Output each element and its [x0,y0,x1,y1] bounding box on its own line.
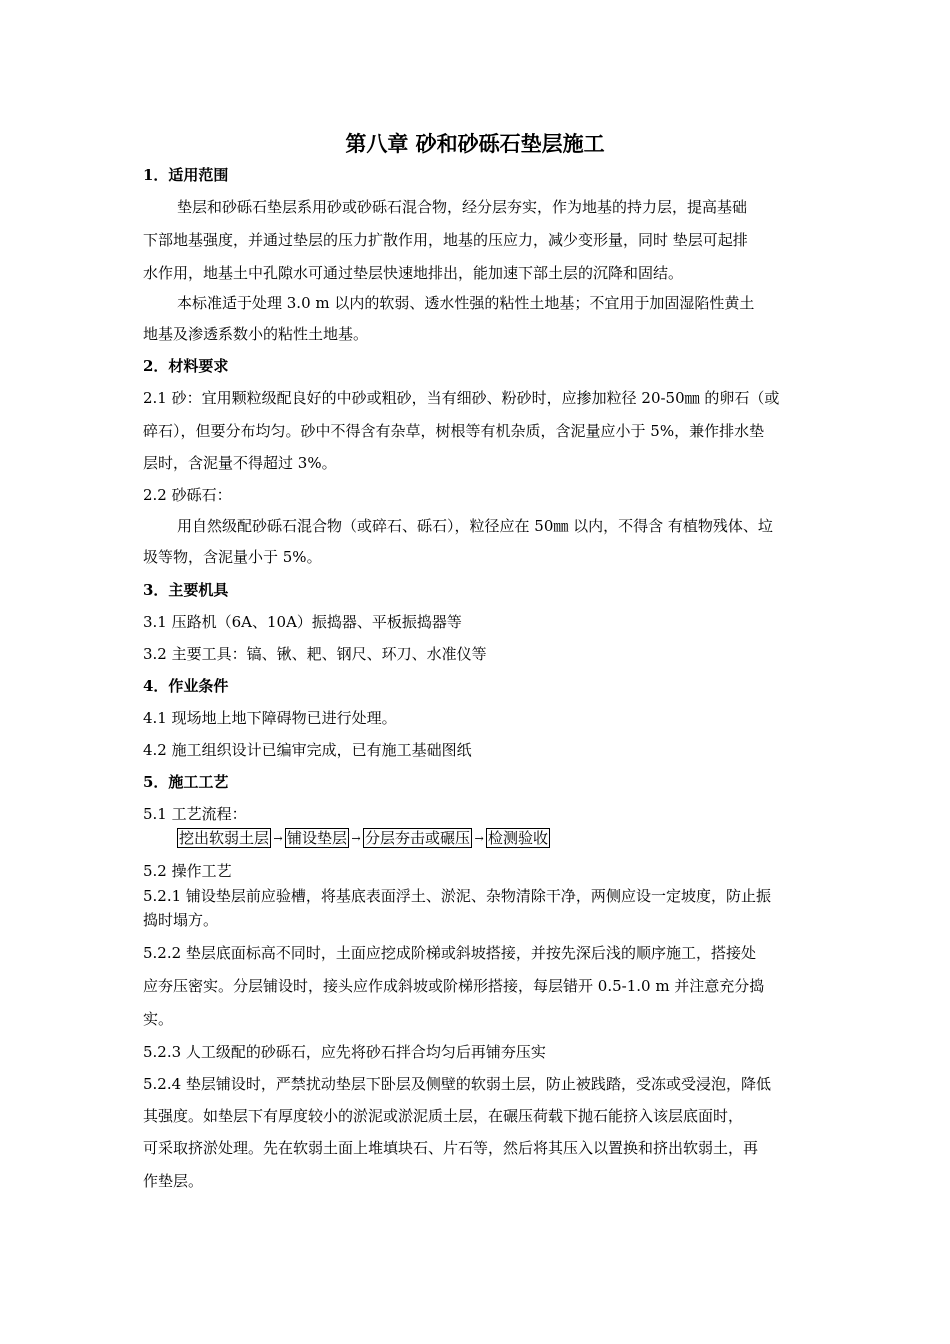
paragraph-line: 3.1 压路机（6A、10A）振捣器、平板振捣器等 [143,613,462,631]
paragraph-line: 5.1 工艺流程： [143,805,247,823]
arrow-right-icon: → [351,831,361,845]
section-heading-2: 2．材料要求 [143,357,229,375]
section-heading-4: 4．作业条件 [143,677,229,695]
paragraph-line: 地基及渗透系数小的粘性土地基。 [143,325,369,343]
paragraph-line: 5.2.4 垫层铺设时，严禁扰动垫层下卧层及侧壁的软弱土层，防止被践踏，受冻或受浸泡，降低 [143,1075,771,1093]
paragraph-line: 2.1 砂：宜用颗粒级配良好的中砂或粗砂，当有细砂、粉砂时，应掺加粒径 20-50㎜ 的卵石（或 [143,389,780,407]
flow-step-1: 挖出软弱土层 [179,829,270,847]
paragraph-line: 5.2.3 人工级配的砂砾石，应先将砂石拌合均匀后再铺夯压实 [143,1043,546,1061]
section-heading-1: 1．适用范围 [143,166,229,184]
paragraph-line: 应夯压密实。分层铺设时，接头应作成斜坡或阶梯形搭接，每层错开 0.5-1.0 m 并注意充分捣 [143,977,765,995]
paragraph-line: 垫层和砂砾石垫层系用砂或砂砾石混合物，经分层夯实，作为地基的持力层，提高基础 [177,198,748,216]
paragraph-line: 用自然级配砂砾石混合物（或碎石、砾石），粒径应在 50㎜ 以内，不得含 有植物残体、垃 [177,517,773,535]
paragraph-line: 实。 [143,1010,174,1028]
paragraph-line: 3.2 主要工具：镐、锹、耙、钢尺、环刀、水准仪等 [143,645,487,663]
paragraph-line: 4.1 现场地上地下障碍物已进行处理。 [143,709,397,727]
paragraph-line: 5.2.1 铺设垫层前应验槽，将基底表面浮土、淤泥、杂物清除干净，两侧应设一定坡度，防止振 [143,887,771,905]
paragraph-line: 4.2 施工组织设计已编审完成，已有施工基础图纸 [143,741,472,759]
paragraph-line: 5.2.2 垫层底面标高不同时，土面应挖成阶梯或斜坡搭接，并按先深后浅的顺序施工，搭接处 [143,944,756,962]
paragraph-line: 碎石），但要分布均匀。砂中不得含有杂草，树根等有机杂质，含泥量应小于 5%，兼作排水垫 [143,422,765,440]
process-flow [177,827,550,849]
arrow-right-icon: → [273,831,283,845]
arrow-right-icon: → [474,831,484,845]
section-heading-5: 5．施工工艺 [143,773,229,791]
paragraph-line: 作垫层。 [143,1172,204,1190]
flow-step-4: 检测验收 [488,829,549,847]
paragraph-line: 捣时塌方。 [143,911,219,929]
paragraph-line: 可采取挤淤处理。先在软弱土面上堆填块石、片石等，然后将其压入以置换和挤出软弱土，再 [143,1139,759,1157]
flow-step-3: 分层夯击或碾压 [365,829,471,847]
paragraph-line: 圾等物，含泥量小于 5%。 [143,548,322,566]
section-heading-3: 3．主要机具 [143,581,229,599]
paragraph-line: 本标准适于处理 3.0 m 以内的软弱、透水性强的粘性土地基；不宜用于加固湿陷性黄土 [177,294,755,312]
chapter-title: 第八章 砂和砂砾石垫层施工 [345,131,605,156]
flow-step-2: 铺设垫层 [287,829,348,847]
paragraph-line: 其强度。如垫层下有厚度较小的淤泥或淤泥质土层，在碾压荷载下抛石能挤入该层底面时， [143,1107,744,1125]
paragraph-line: 下部地基强度，并通过垫层的压力扩散作用，地基的压应力，减少变形量，同时 垫层可起排 [143,231,748,249]
paragraph-line: 5.2 操作工艺 [143,862,232,880]
paragraph-line: 水作用，地基土中孔隙水可通过垫层快速地排出，能加速下部土层的沉降和固结。 [143,264,684,282]
paragraph-line: 层时，含泥量不得超过 3%。 [143,454,337,472]
paragraph-line: 2.2 砂砾石： [143,486,232,504]
